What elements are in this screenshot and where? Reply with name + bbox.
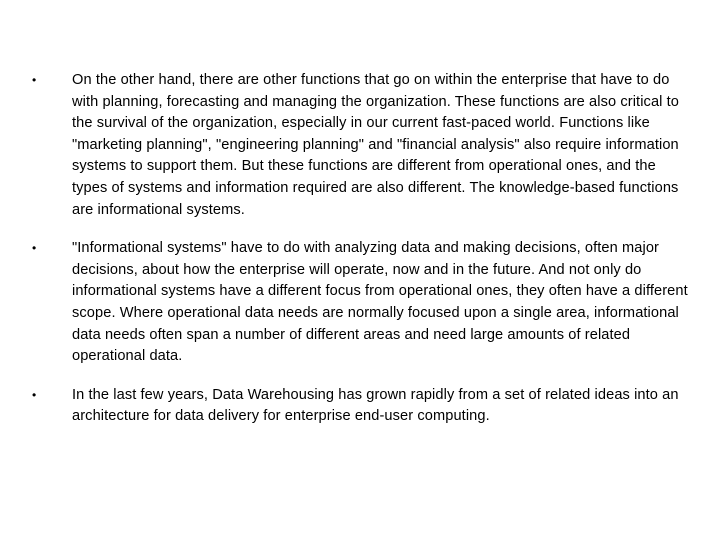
list-item <box>30 238 690 368</box>
bullet-marker: • <box>32 387 37 402</box>
bullet-list <box>30 70 690 445</box>
bullet-text: In the last few years, Data Warehousing has grown rapidly from a set of related ideas into an architecture for data delivery for enterprise end-user computing. <box>72 386 679 425</box>
bullet-text: On the other hand, there are other functions that go on within the enterprise that have to do with planning, forecasting and managing the organization. These functions are also critical to the survival of the organization, especially in our current fast-paced world. Functions like "marketing planning", "engineering planning" and "financial analysis" also require information systems to support them. But these functions are different from operational ones, and the types of systems and information required are also different. The knowledge-based functions are informational systems. <box>72 72 680 218</box>
list-item <box>30 385 690 428</box>
bullet-marker: • <box>32 241 37 256</box>
list-item <box>30 70 690 221</box>
bullet-text: "Informational systems" have to do with analyzing data and making decisions, often major decisions, about how the enterprise will operate, now and in the future. And not only do informational systems have a different focus from operational ones, they often have a different scope. Where operational data needs are normally focused upon a single area, informational data needs often span a number of different areas and need large amounts of related operational data. <box>72 240 688 365</box>
bullet-marker: • <box>32 73 37 87</box>
